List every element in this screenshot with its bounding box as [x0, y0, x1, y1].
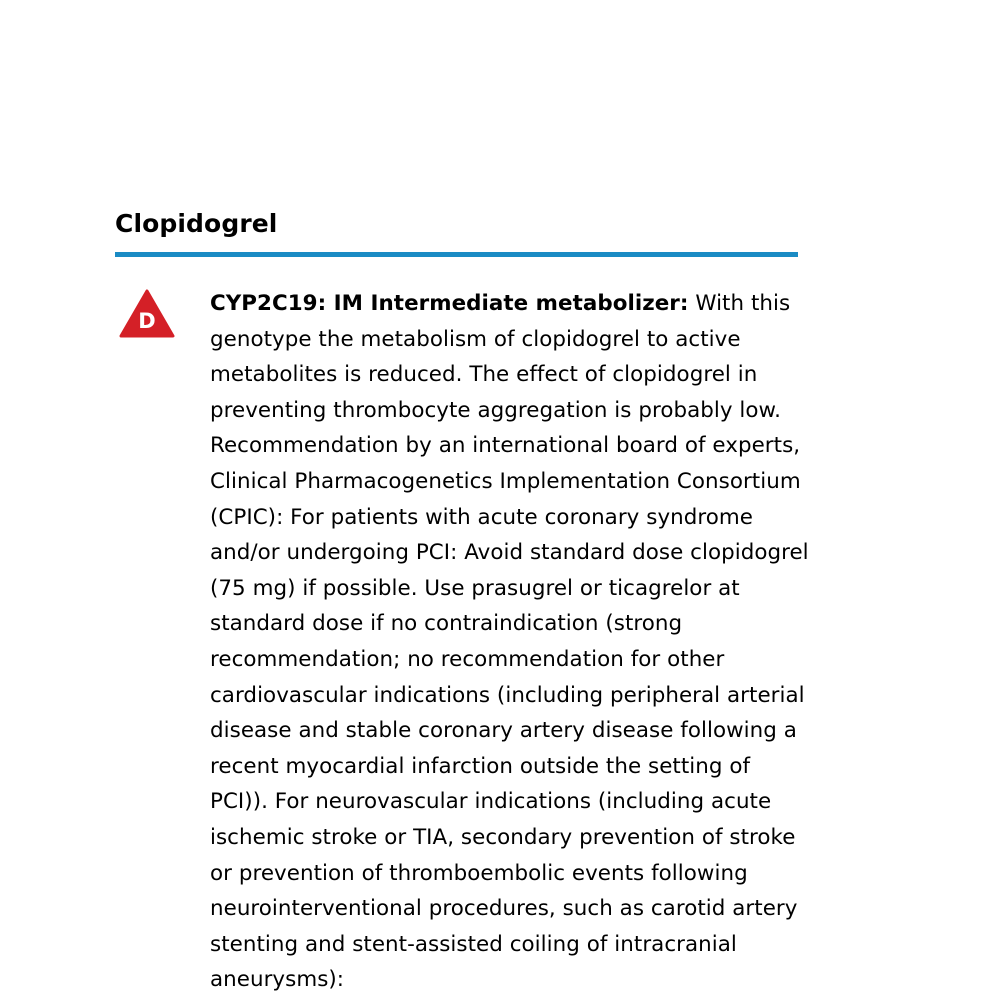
warning-icon-letter: D — [138, 309, 156, 333]
recommendation-text — [210, 286, 810, 998]
title-divider — [115, 252, 798, 257]
genotype-label: CYP2C19: IM Intermediate metabolizer: — [210, 291, 689, 316]
drug-title: Clopidogrel — [115, 209, 278, 238]
recommendation-body: With this genotype the metabolism of clopidogrel to active metabolites is reduced. The effect of clopidogrel in preventing thrombocyte aggregation is probably low. Recommendation by an international board of experts, Clinical Pharmacogenetics Implementation Consortium (CPIC): For patients with acute coronary syndrome and/or undergoing PCI: Avoid standard dose clopidogrel (75 mg) if possible. Use prasugrel or ticagrelor at standard dose if no contraindication (strong recommendation; no recommendation for other cardiovascular indications (including peripheral arterial disease and stable coronary artery disease following a recent myocardial infarction outside the setting of PCI)). For neurovascular indications (including acute ischemic stroke or TIA, secondary prevention of stroke or prevention of thromboembolic events following neurointerventional procedures, such as carotid artery stenting and stent-assisted coiling of intracranial aneurysms): — [210, 291, 809, 993]
warning-triangle-icon — [119, 289, 175, 339]
